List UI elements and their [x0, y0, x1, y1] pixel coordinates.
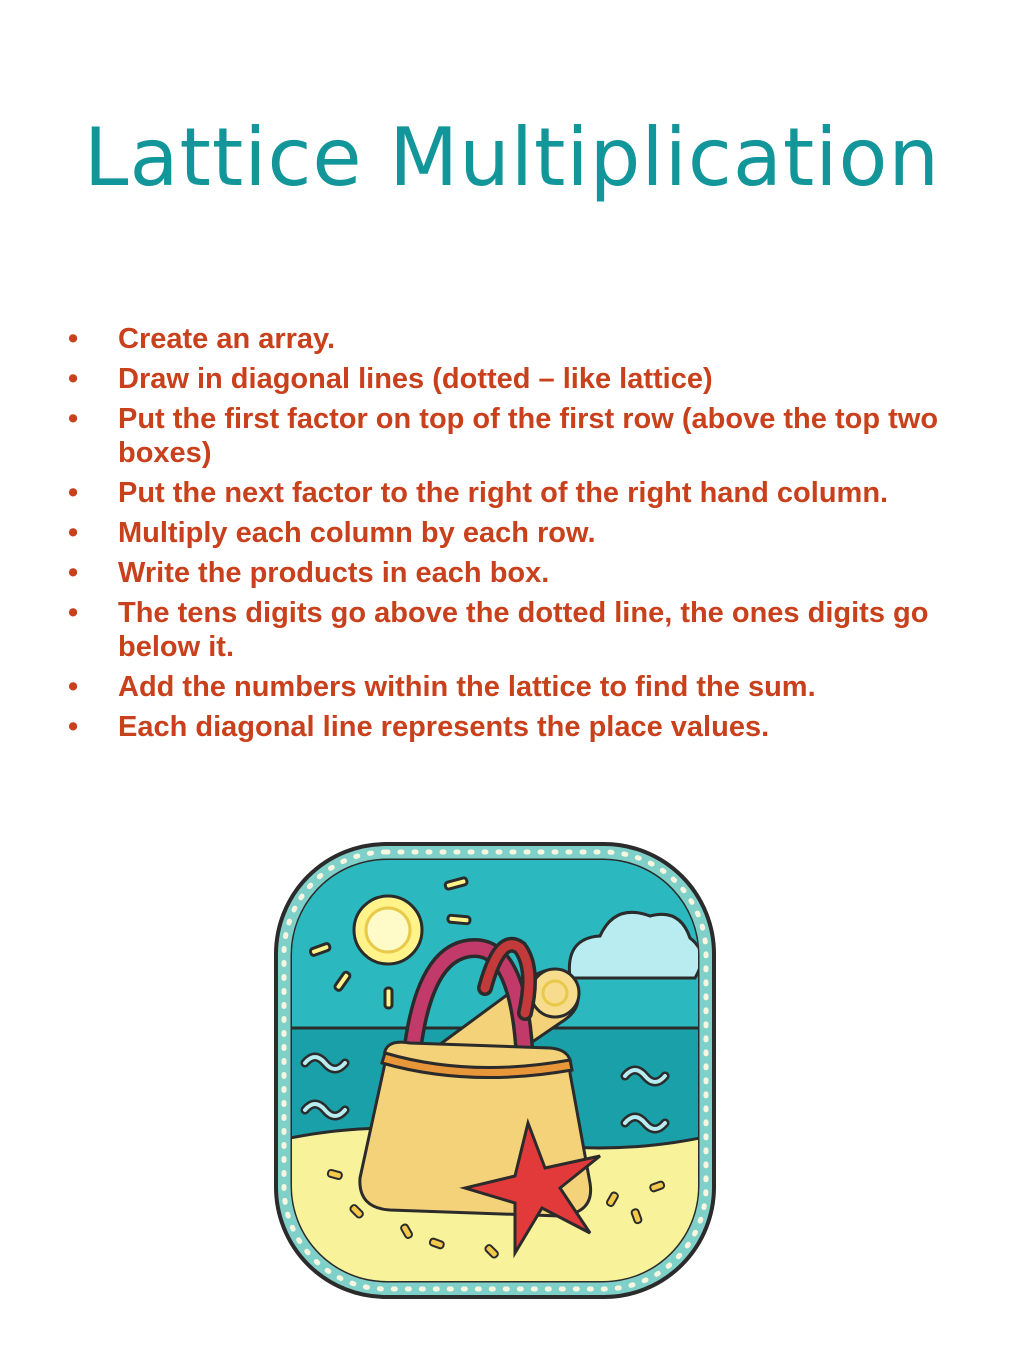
bullet-marker: • [68, 671, 79, 703]
bullet-marker: • [68, 477, 79, 509]
bullet-text: Draw in diagonal lines (dotted – like lattice) [118, 363, 713, 395]
bullet-marker: • [68, 597, 79, 629]
bullet-item [68, 596, 948, 664]
bullet-item [68, 516, 948, 550]
bullet-text: The tens digits go above the dotted line, the ones digits go below it. [118, 597, 929, 663]
bullet-text: Multiply each column by each row. [118, 517, 596, 549]
bullet-item [68, 362, 948, 396]
bullet-marker: • [68, 363, 79, 395]
bullet-marker: • [68, 403, 79, 435]
bullet-item [68, 402, 948, 470]
bullet-item [68, 710, 948, 744]
bullet-marker: • [68, 517, 79, 549]
bullet-item [68, 476, 948, 510]
bullet-marker: • [68, 557, 79, 589]
slide-title: Lattice Multiplication [83, 111, 941, 204]
bullet-text: Write the products in each box. [118, 557, 550, 589]
bullet-text: Create an array. [118, 323, 336, 355]
bullet-item [68, 670, 948, 704]
bullet-list [68, 322, 948, 750]
bullet-marker: • [68, 323, 79, 355]
bullet-item [68, 322, 948, 356]
bullet-text: Each diagonal line represents the place values. [118, 711, 770, 743]
bullet-text: Add the numbers within the lattice to find the sum. [118, 671, 816, 703]
bullet-marker: • [68, 711, 79, 743]
bullet-item [68, 556, 948, 590]
bullet-text: Put the first factor on top of the first row (above the top two boxes) [118, 403, 939, 469]
beach-bag-clipart-icon [270, 838, 720, 1303]
bullet-text: Put the next factor to the right of the right hand column. [118, 477, 889, 509]
